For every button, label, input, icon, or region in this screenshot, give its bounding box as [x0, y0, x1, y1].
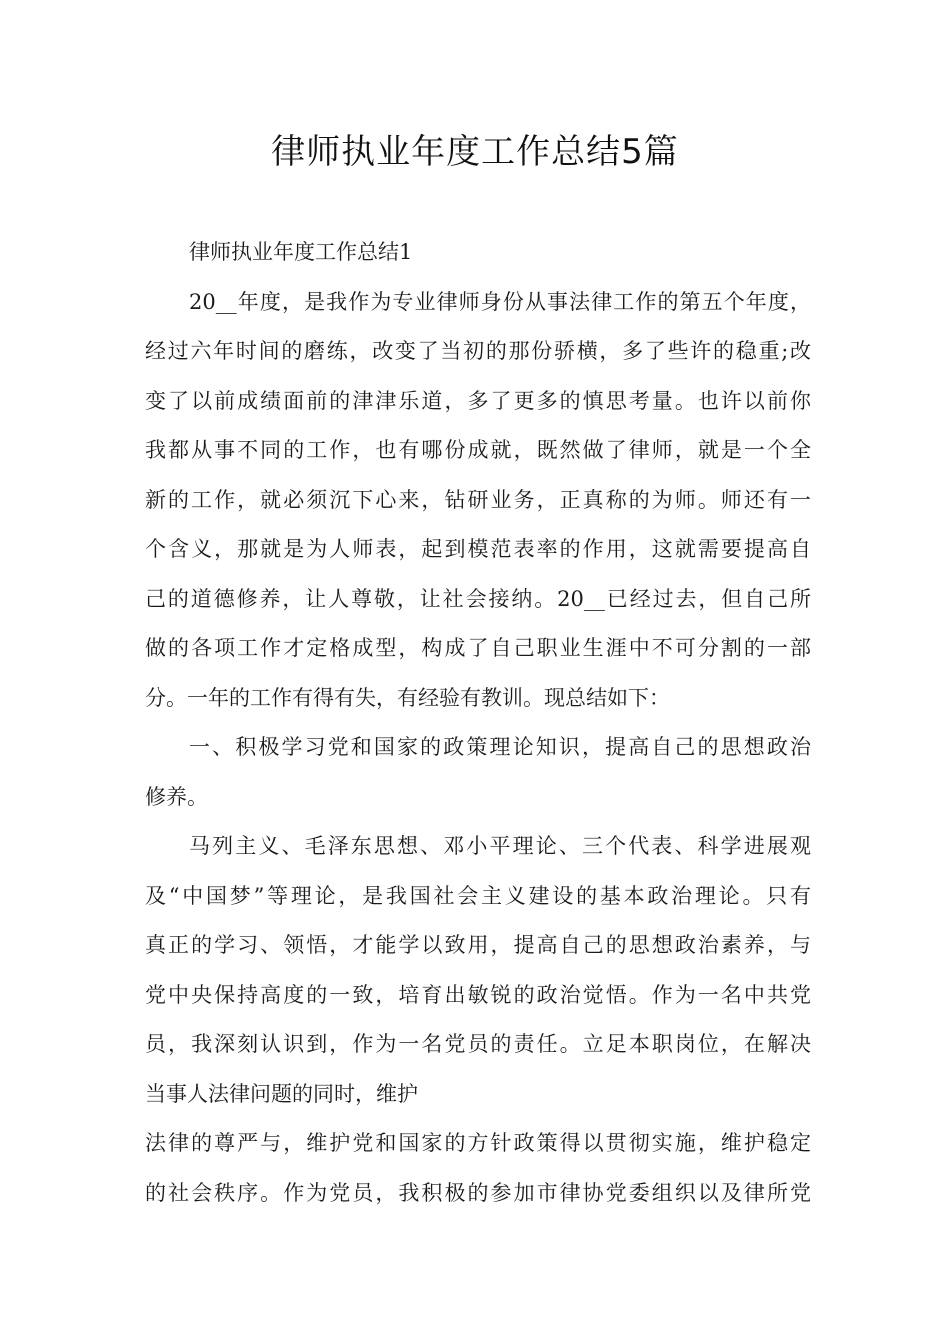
- paragraph-line: 的社会秩序。作为党员，我积极的参加市律协党委组织以及律所党: [145, 1180, 811, 1205]
- paragraph-line: 分。一年的工作有得有失，有经验有教训。现总结如下：: [145, 685, 670, 710]
- paragraph-line: 20__年度，是我作为专业律师身份从事法律工作的第五个年度，: [189, 289, 811, 314]
- paragraph-line: 党中央保持高度的一致，培育出敏锐的政治觉悟。作为一名中共党: [145, 982, 811, 1007]
- paragraph-line: 新的工作，就必须沉下心来，钻研业务，正真称的为师。师还有一: [145, 487, 811, 512]
- document-body: [145, 228, 811, 1218]
- document-title: 律师执业年度工作总结5篇: [271, 132, 679, 172]
- paragraph-line: 个含义，那就是为人师表，起到模范表率的作用，这就需要提高自: [145, 537, 811, 561]
- paragraph-line: 真正的学习、领悟，才能学以致用，提高自己的思想政治素养，与: [145, 933, 811, 957]
- paragraph-line: 当事人法律问题的同时，维护: [145, 1081, 418, 1106]
- paragraph-line: 变了以前成绩面前的津津乐道，多了更多的慎思考量。也许以前你: [145, 388, 811, 413]
- section-heading: 律师执业年度工作总结1: [189, 240, 413, 264]
- paragraph-line: 我都从事不同的工作，也有哪份成就，既然做了律师，就是一个全: [145, 438, 811, 462]
- paragraph-line: 法律的尊严与，维护党和国家的方针政策得以贯彻实施，维护稳定: [145, 1131, 811, 1155]
- paragraph-line: 马列主义、毛泽东思想、邓小平理论、三个代表、科学进展观: [189, 834, 811, 858]
- paragraph-line: 修养。: [145, 784, 208, 809]
- paragraph-line: 己的道德修养，让人尊敬，让社会接纳。20__已经过去，但自己所: [145, 586, 811, 611]
- paragraph-line: 员，我深刻认识到，作为一名党员的责任。立足本职岗位，在解决: [145, 1032, 811, 1056]
- paragraph-line: 及“中国梦”等理论，是我国社会主义建设的基本政治理论。只有: [145, 883, 811, 908]
- paragraph-line: 一、积极学习党和国家的政策理论知识，提高自己的思想政治: [189, 735, 811, 759]
- paragraph-line: 做的各项工作才定格成型，构成了自己职业生涯中不可分割的一部: [145, 636, 811, 660]
- paragraph-line: 经过六年时间的磨练，改变了当初的那份骄横，多了些许的稳重;改: [145, 339, 811, 363]
